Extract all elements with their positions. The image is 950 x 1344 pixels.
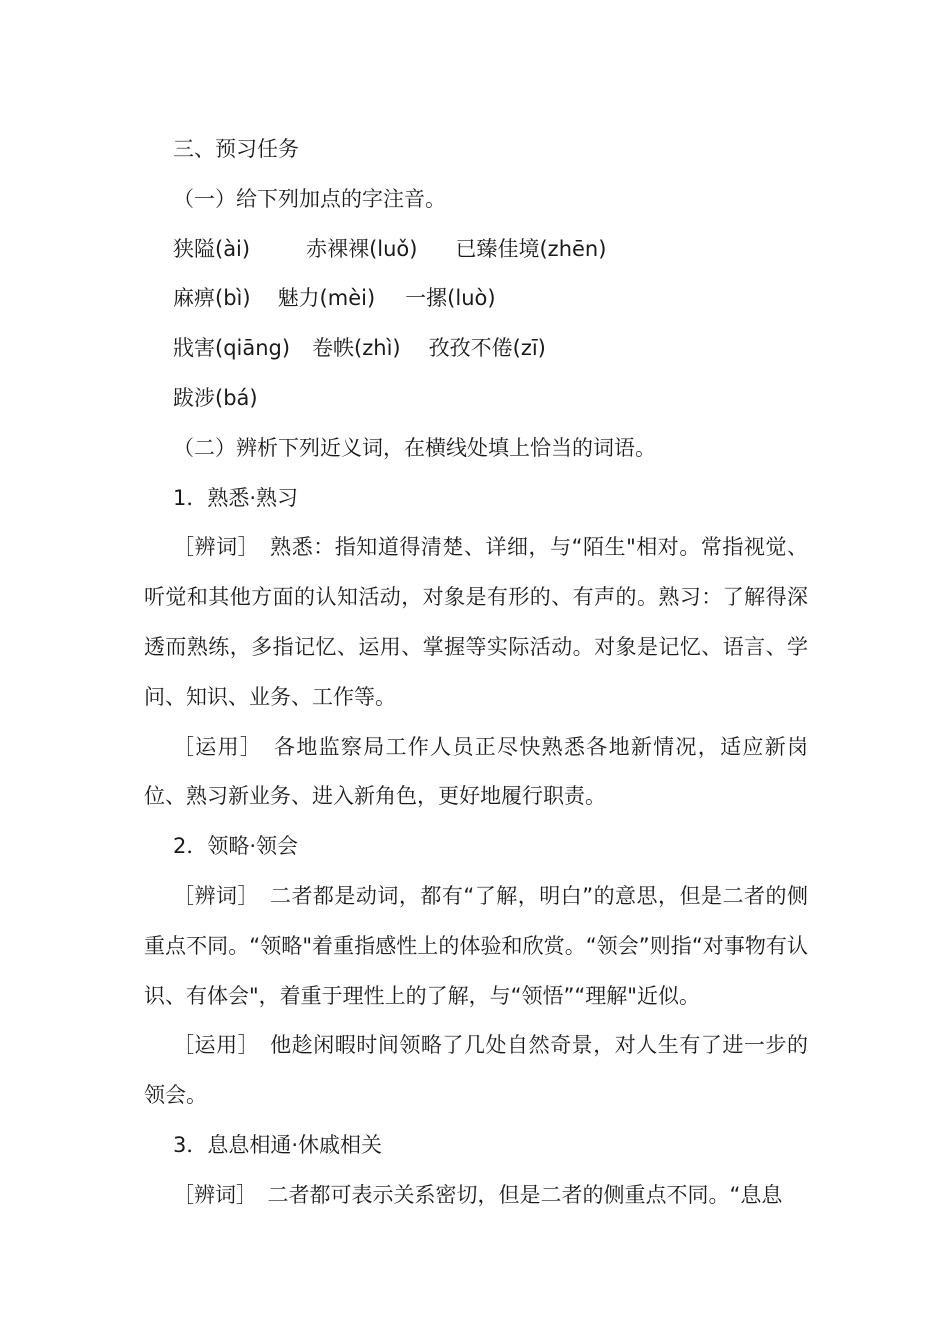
pinyin-item: 一摞(luò) <box>405 286 496 311</box>
item-1-bianci: ［辨词］ 熟悉：指知道得清楚、详细，与“陌生"相对。常指视觉、听觉和其他方面的认知活动，对象是有形的、有声的。熟习：了解得深透而熟练，多指记忆、运用、掌握等实际活动。对象是记忆、语言、学问、知识、业务、工作等。 <box>144 535 808 709</box>
section-title: 三、预习任务 <box>173 137 299 161</box>
pinyin-item: 戕害(qiāng) <box>173 336 291 361</box>
pinyin-item: 魅力(mèi) <box>277 286 376 311</box>
pinyin-item: 赤裸裸(luǒ) <box>306 236 418 261</box>
part1-heading: （一）给下列加点的字注音。 <box>173 186 446 211</box>
pinyin-item: 跋涉(bá) <box>173 385 258 410</box>
item-3-bianci: ［辨词］ 二者都可表示关系密切，但是二者的侧重点不同。“息息 <box>173 1182 783 1207</box>
pinyin-row-3 <box>144 324 808 374</box>
pinyin-item: 已臻佳境(zhēn) <box>455 236 607 261</box>
item-1-title: 1．熟悉·熟习 <box>173 485 299 510</box>
pinyin-item: 卷帙(zhì) <box>312 336 401 361</box>
pinyin-item: 孜孜不倦(zī) <box>428 336 546 361</box>
item-2-yunyong: ［运用］ 他趁闲暇时间领略了几处自然奇景，对人生有了进一步的领会。 <box>144 1033 808 1108</box>
pinyin-row-2 <box>144 274 808 324</box>
part2-heading: （二）辨析下列近义词，在横线处填上恰当的词语。 <box>173 435 656 460</box>
item-3-title: 3．息息相通·休戚相关 <box>173 1132 383 1157</box>
item-2-title: 2．领略·领会 <box>173 834 299 859</box>
pinyin-item: 狭隘(ài) <box>173 236 251 261</box>
pinyin-item: 麻痹(bì) <box>173 286 251 311</box>
document-page <box>144 125 808 1221</box>
pinyin-row-1 <box>144 225 808 275</box>
item-2-bianci: ［辨词］ 二者都是动词，都有“了解，明白”的意思，但是二者的侧重点不同。“领略"着重指感性上的体验和欣赏。“领会”则指“对事物有认识、有体会"，着重于理性上的了解，与“领悟”“理解"近似。 <box>144 883 808 1008</box>
pinyin-row-4 <box>144 374 808 424</box>
item-1-yunyong: ［运用］ 各地监察局工作人员正尽快熟悉各地新情况，适应新岗位、熟习新业务、进入新角色，更好地履行职责。 <box>144 734 808 809</box>
